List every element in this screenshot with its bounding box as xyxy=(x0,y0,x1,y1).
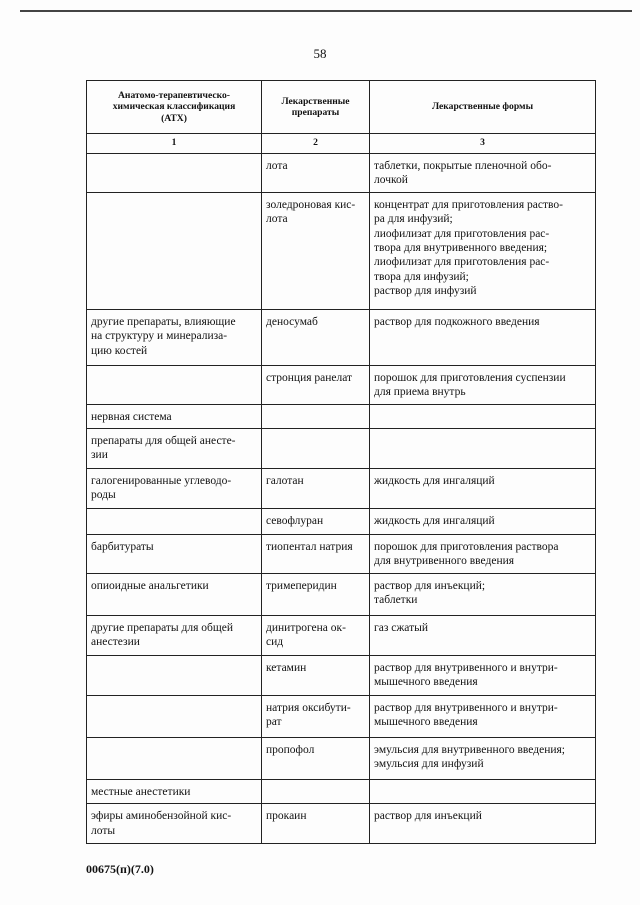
table-row xyxy=(87,615,596,655)
drug-cell: тиопентал натрия xyxy=(262,535,370,574)
drug-cell: динитрогена ок- сид xyxy=(262,615,370,655)
table-row xyxy=(87,573,596,615)
drug-table xyxy=(86,80,596,844)
atc-cell: барбитураты xyxy=(87,535,262,574)
table-row xyxy=(87,804,596,844)
atc-cell: препараты для общей анесте- зии xyxy=(87,429,262,469)
header-row xyxy=(87,81,596,134)
table-row xyxy=(87,309,596,365)
drug-cell: тримеперидин xyxy=(262,573,370,615)
table-row xyxy=(87,509,596,535)
atc-cell: местные анестетики xyxy=(87,779,262,803)
drug-cell: прокаин xyxy=(262,804,370,844)
top-rule xyxy=(20,10,632,12)
drug-cell: лота xyxy=(262,154,370,193)
drug-cell xyxy=(262,779,370,803)
page-number: 58 xyxy=(313,46,327,61)
document-code: 00675(п)(7.0) xyxy=(86,862,154,876)
atc-cell: опиоидные анальгетики xyxy=(87,573,262,615)
table-row xyxy=(87,655,596,695)
table-row xyxy=(87,429,596,469)
atc-cell xyxy=(87,154,262,193)
atc-cell: галогенированные углеводо- роды xyxy=(87,469,262,509)
column-number-2: 2 xyxy=(262,134,370,154)
column-number-3: 3 xyxy=(370,134,596,154)
drug-cell: пропофол xyxy=(262,737,370,779)
atc-cell: эфиры аминобензойной кис- лоты xyxy=(87,804,262,844)
atc-cell xyxy=(87,737,262,779)
table-row xyxy=(87,469,596,509)
table-row xyxy=(87,154,596,193)
header-forms: Лекарственные формы xyxy=(370,81,596,134)
drug-cell: деносумаб xyxy=(262,309,370,365)
drug-cell: золедроновая кис- лота xyxy=(262,192,370,309)
table-row xyxy=(87,695,596,737)
drug-cell xyxy=(262,404,370,428)
table-row xyxy=(87,535,596,574)
forms-cell: раствор для внутривенного и внутри- мышечного введения xyxy=(370,695,596,737)
forms-cell: жидкость для ингаляций xyxy=(370,509,596,535)
atc-cell xyxy=(87,365,262,404)
table-row xyxy=(87,779,596,803)
atc-cell: другие препараты для общей анестезии xyxy=(87,615,262,655)
column-number-1: 1 xyxy=(87,134,262,154)
drug-cell xyxy=(262,429,370,469)
table-row xyxy=(87,737,596,779)
header-drug: Лекарственные препараты xyxy=(262,81,370,134)
atc-cell xyxy=(87,192,262,309)
table-row xyxy=(87,404,596,428)
column-number-row xyxy=(87,134,596,154)
forms-cell: эмульсия для внутривенного введения; эмульсия для инфузий xyxy=(370,737,596,779)
forms-cell: раствор для инъекций xyxy=(370,804,596,844)
table-header xyxy=(87,81,596,154)
atc-cell xyxy=(87,655,262,695)
forms-cell: раствор для инъекций; таблетки xyxy=(370,573,596,615)
forms-cell: газ сжатый xyxy=(370,615,596,655)
drug-cell: кетамин xyxy=(262,655,370,695)
forms-cell: жидкость для ингаляций xyxy=(370,469,596,509)
forms-cell: раствор для подкожного введения xyxy=(370,309,596,365)
atc-cell: нервная система xyxy=(87,404,262,428)
header-atc: Анатомо-терапевтическо- химическая классификация (АТХ) xyxy=(87,81,262,134)
drug-cell: галотан xyxy=(262,469,370,509)
forms-cell: порошок для приготовления суспензии для приема внутрь xyxy=(370,365,596,404)
drug-cell: стронция ранелат xyxy=(262,365,370,404)
table-row xyxy=(87,365,596,404)
atc-cell xyxy=(87,695,262,737)
table-row xyxy=(87,192,596,309)
forms-cell: таблетки, покрытые пленочной обо- лочкой xyxy=(370,154,596,193)
forms-cell xyxy=(370,429,596,469)
forms-cell xyxy=(370,779,596,803)
table-body xyxy=(87,154,596,844)
drug-cell: натрия оксибути- рат xyxy=(262,695,370,737)
forms-cell xyxy=(370,404,596,428)
drug-cell: севофлуран xyxy=(262,509,370,535)
forms-cell: раствор для внутривенного и внутри- мышечного введения xyxy=(370,655,596,695)
forms-cell: порошок для приготовления раствора для внутривенного введения xyxy=(370,535,596,574)
atc-cell: другие препараты, влияющие на структуру и минерализа- цию костей xyxy=(87,309,262,365)
atc-cell xyxy=(87,509,262,535)
forms-cell: концентрат для приготовления раство- ра для инфузий; лиофилизат для приготовления рас- твора для внутривенного введения; лиофилизат для приготовления рас- твора для инфузий; раствор для инфузий xyxy=(370,192,596,309)
